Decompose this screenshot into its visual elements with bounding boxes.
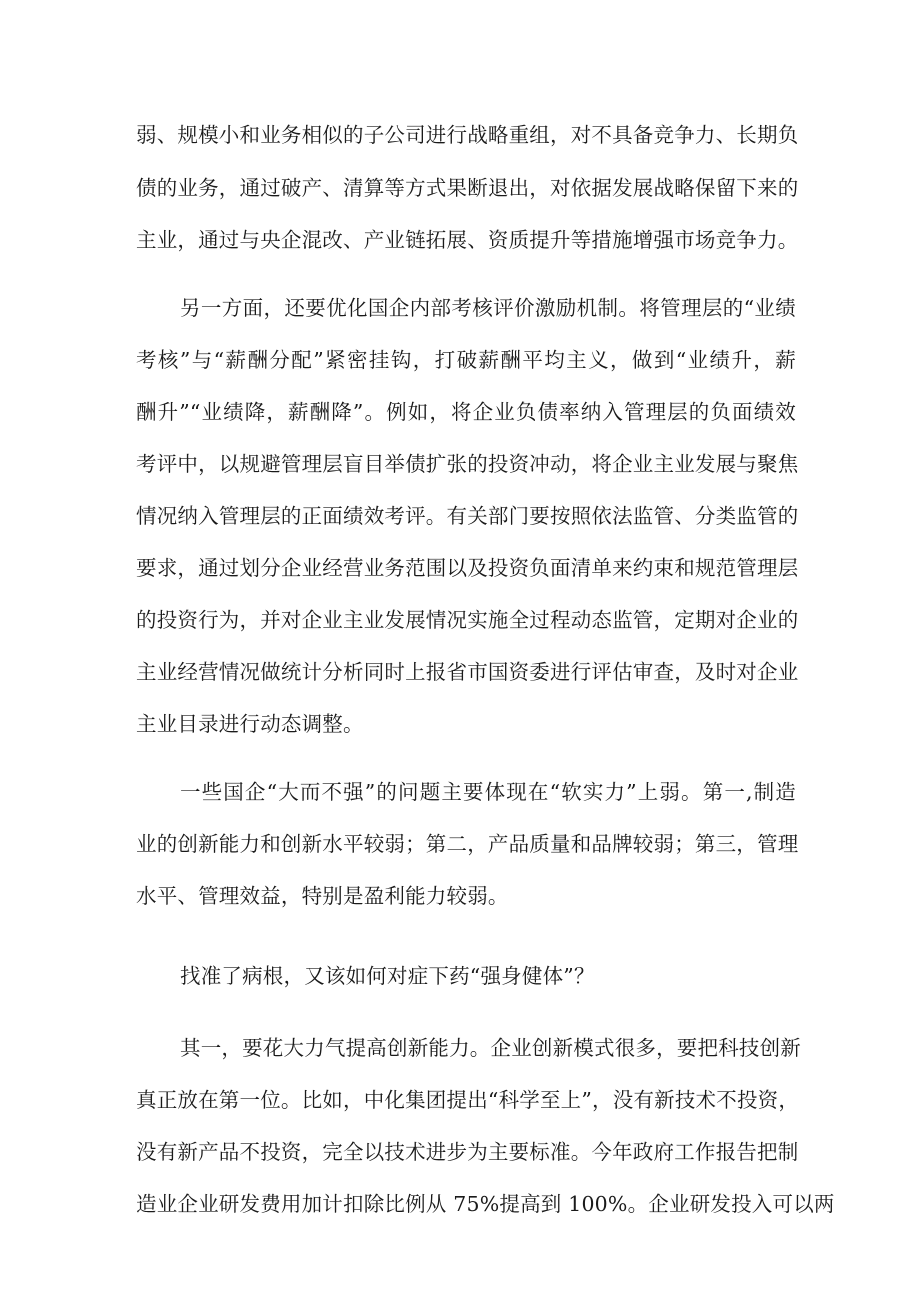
paragraph-1-line-1: 弱、规模小和业务相似的子公司进行战略重组，对不具备竞争力、长期负 (136, 123, 799, 147)
paragraph-5-line-3: 没有新产品不投资，完全以技术进步为主要标准。今年政府工作报告把制 (136, 1140, 799, 1164)
paragraph-3-line-1: 一些国企“大而不强”的问题主要体现在“软实力”上弱。第一,制造 (180, 780, 796, 804)
paragraph-5-line-2: 真正放在第一位。比如，中化集团提出“科学至上”，没有新技术不投资， (136, 1088, 800, 1112)
paragraph-1-line-3: 主业，通过与央企混改、产业链拓展、资质提升等措施增强市场竞争力。 (136, 228, 799, 252)
paragraph-3-line-2: 业的创新能力和创新水平较弱；第二，产品质量和品牌较弱；第三，管理 (136, 832, 799, 856)
paragraph-2-line-3: 酬升”“业绩降，薪酬降”。例如，将企业负债率纳入管理层的负面绩效 (136, 400, 796, 424)
paragraph-2-line-2: 考核”与“薪酬分配”紧密挂钩，打破薪酬平均主义，做到“业绩升，薪 (136, 348, 796, 372)
paragraph-5-line-4: 造业企业研发费用加计扣除比例从 75%提高到 100%。企业研发投入可以两 (136, 1192, 835, 1216)
paragraph-1-line-2: 债的业务，通过破产、清算等方式果断退出，对依据发展战略保留下来的 (136, 176, 799, 200)
paragraph-2-line-5: 情况纳入管理层的正面绩效考评。有关部门要按照依法监管、分类监管的 (136, 504, 799, 528)
paragraph-2-line-4: 考评中，以规避管理层盲目举债扩张的投资冲动，将企业主业发展与聚焦 (136, 452, 799, 476)
paragraph-2-line-6: 要求，通过划分企业经营业务范围以及投资负面清单来约束和规范管理层 (136, 556, 799, 580)
paragraph-2-line-8: 主业经营情况做统计分析同时上报省市国资委进行评估审查，及时对企业 (136, 660, 799, 684)
paragraph-2-line-7: 的投资行为，并对企业主业发展情况实施全过程动态监管，定期对企业的 (136, 608, 799, 632)
paragraph-4-line-1: 找准了病根，又该如何对症下药“强身健体”？ (180, 964, 595, 988)
paragraph-2-line-1: 另一方面，还要优化国企内部考核评价激励机制。将管理层的“业绩 (180, 296, 796, 320)
paragraph-5-line-1: 其一，要花大力气提高创新能力。企业创新模式很多，要把科技创新 (180, 1036, 801, 1060)
paragraph-3-line-3: 水平、管理效益，特别是盈利能力较弱。 (136, 884, 509, 908)
paragraph-2-line-9: 主业目录进行动态调整。 (136, 712, 364, 736)
